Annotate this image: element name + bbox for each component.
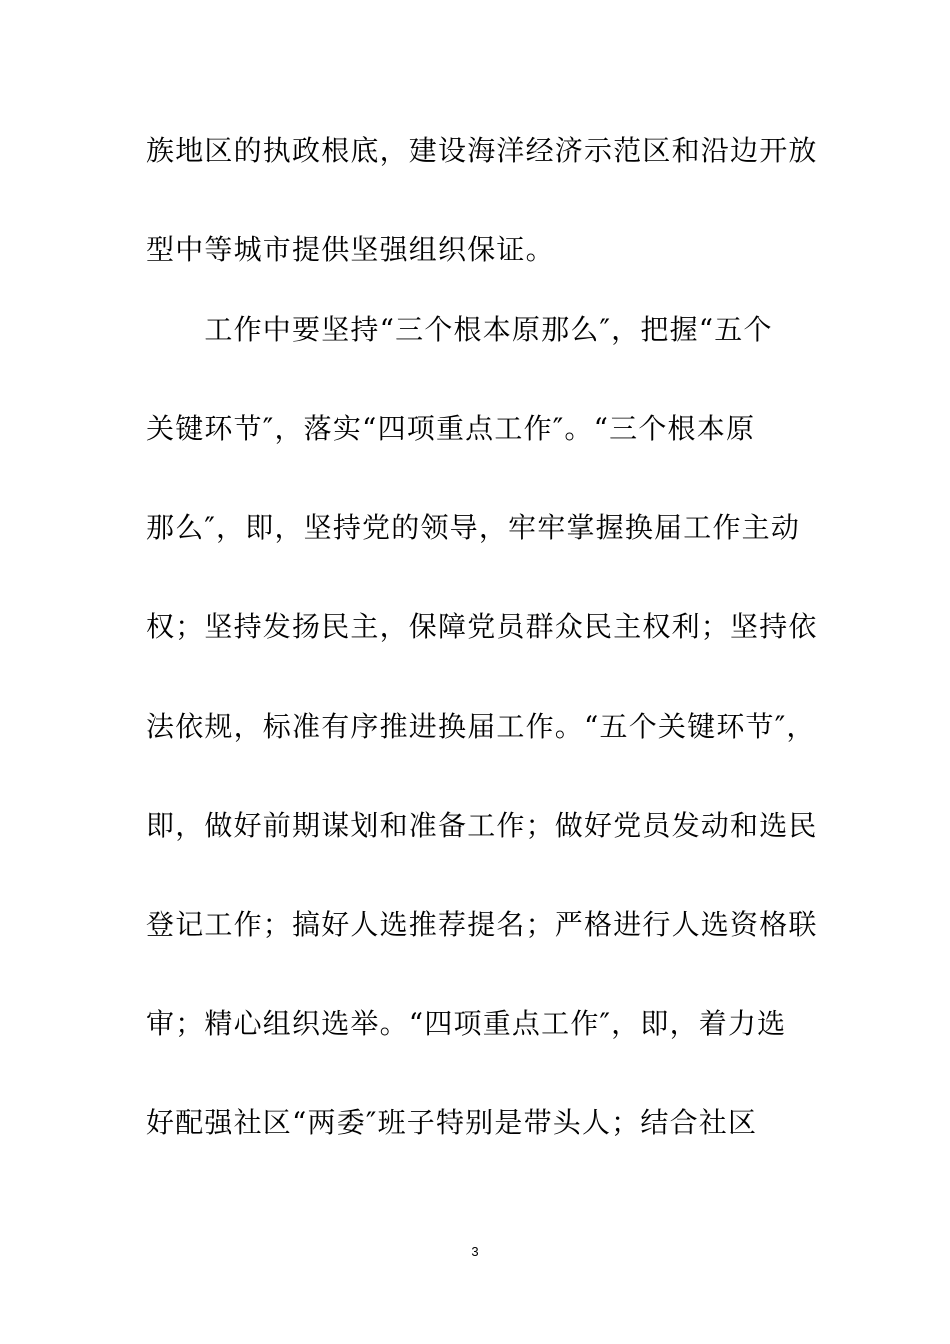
text-line-10: 审；精心组织选举。“四项重点工作″，即，着力选: [146, 1007, 787, 1040]
text-line-5: 那么″，即，坚持党的领导，牢牢掌握换届工作主动: [146, 511, 801, 544]
text-line-11: 好配强社区“两委″班子特别是带头人；结合社区: [146, 1106, 758, 1139]
text-line-4: 关键环节″，落实“四项重点工作″。“三个根本原: [146, 412, 756, 445]
text-line-6: 权；坚持发扬民主，保障党员群众民主权利；坚持依: [146, 610, 818, 643]
text-line-3: 工作中要坚持“三个根本原那么″，把握“五个: [146, 313, 773, 346]
page-number: 3: [471, 1244, 479, 1259]
text-line-8: 即，做好前期谋划和准备工作；做好党员发动和选民: [146, 809, 818, 842]
text-line-9: 登记工作；搞好人选推荐提名；严格进行人选资格联: [146, 908, 818, 941]
text-line-1: 族地区的执政根底，建设海洋经济示范区和沿边开放: [146, 134, 818, 167]
text-line-7: 法依规，标准有序推进换届工作。“五个关键环节″，: [146, 710, 816, 743]
text-line-2: 型中等城市提供坚强组织保证。: [146, 233, 555, 266]
